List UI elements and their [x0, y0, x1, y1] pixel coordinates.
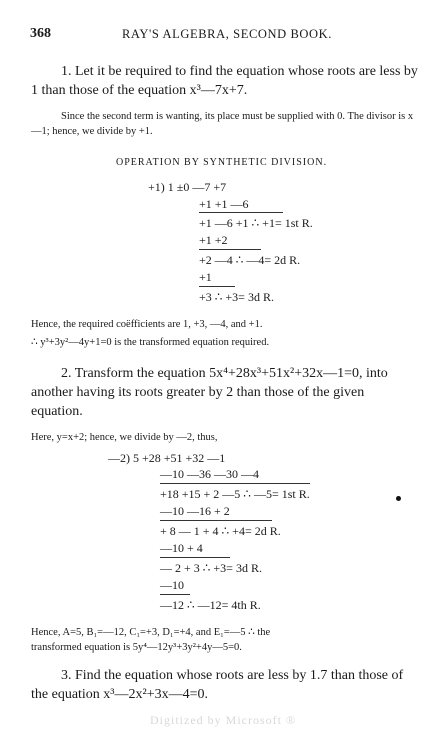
problem-1-statement: 1. Let it be required to find the equation whose roots are less by 1 than those of the equation x³—7x+7.	[31, 64, 418, 98]
sum-rule	[199, 249, 261, 250]
synthetic-row: +3 ∴ +3= 3d R.	[199, 290, 274, 304]
synthetic-row: —10	[160, 578, 184, 592]
problem-3-statement: 3. Find the equation whose roots are less by 1.7 than those of the equation x³—2x²+3x—4=0.	[31, 668, 404, 702]
sum-rule	[199, 286, 235, 287]
sum-rule	[160, 483, 310, 484]
sum-rule	[199, 212, 283, 213]
problem-2-statement: 2. Transform the equation 5x⁴+28x³+51x²+32x—1=0, into another having its roots greater by 2 than those of the given equation.	[31, 366, 388, 419]
problem-2-result: transformed equation is 5y⁴—12y³+3y²+4y—5=0.	[31, 642, 242, 653]
synthetic-row: + 8 — 1 + 4 ∴ +4= 2d R.	[160, 524, 281, 538]
synthetic-row: +1 —6 +1 ∴ +1= 1st R.	[199, 216, 313, 230]
problem-2-intro: Here, y=x+2; hence, we divide by —2, thus,	[31, 432, 218, 443]
page-header	[30, 26, 416, 44]
sum-rule	[160, 594, 190, 595]
synthetic-row: +1 +2	[199, 233, 228, 247]
synthetic-row: — 2 + 3 ∴ +3= 3d R.	[160, 561, 262, 575]
sum-rule	[160, 520, 272, 521]
synthetic-row: —2) 5 +28 +51 +32 —1	[108, 451, 226, 465]
problem-1-result: ∴ y³+3y²—4y+1=0 is the transformed equation required.	[31, 337, 270, 348]
digitization-watermark: Digitized by Microsoft ®	[150, 713, 297, 727]
synthetic-row: +1) 1 ±0 —7 +7	[148, 180, 227, 194]
synthetic-row: +1	[199, 270, 212, 284]
ink-spot	[396, 496, 401, 501]
synthetic-row: —12 ∴ —12= 4th R.	[160, 598, 261, 612]
running-title: RAY'S ALGEBRA, SECOND BOOK.	[122, 27, 333, 41]
synthetic-row: —10 —16 + 2	[160, 504, 230, 518]
synthetic-row: +2 —4 ∴ —4= 2d R.	[199, 253, 301, 267]
synthetic-row: —10 —36 —30 —4	[160, 467, 259, 481]
synthetic-row: +18 +15 + 2 —5 ∴ —5= 1st R.	[160, 487, 310, 501]
problem-2-conclusion: Hence, A=5, B₁=—12, C₁=+3, D₁=+4, and E₁=—5 ∴ the	[31, 627, 271, 638]
page-number: 368	[30, 26, 51, 41]
problem-1-note: Since the second term is wanting, its place must be supplied with 0. The divisor is x—1; hence, we divide by +1.	[31, 111, 414, 137]
sum-rule	[160, 557, 230, 558]
synthetic-row: +1 +1 —6	[199, 197, 249, 211]
synthetic-row: —10 + 4	[160, 541, 203, 555]
problem-1-conclusion: Hence, the required coëfficients are 1, +3, —4, and +1.	[31, 319, 263, 330]
operation-caption: OPERATION BY SYNTHETIC DIVISION.	[116, 157, 328, 168]
